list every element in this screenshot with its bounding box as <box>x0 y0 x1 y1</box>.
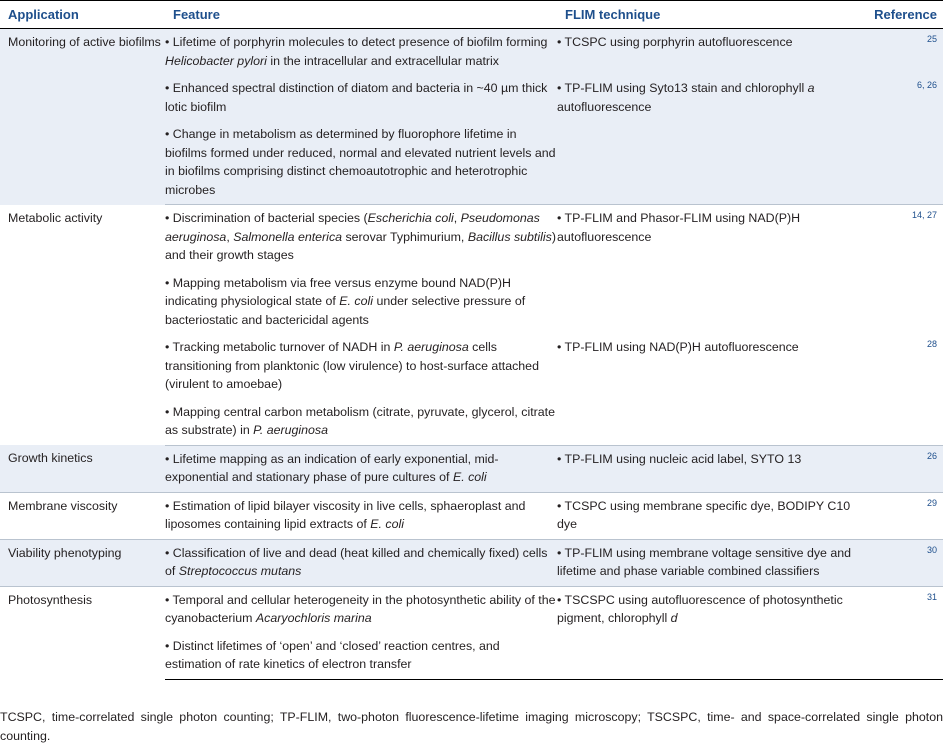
feature-item: • Estimation of lipid bilayer viscosity in live cells, sphaeroplast and liposomes containing lipid extracts of E. coli <box>165 498 526 531</box>
feature-cell <box>165 29 557 76</box>
reference-number: 6, 26 <box>916 80 937 90</box>
reference-number: 31 <box>926 591 937 602</box>
feature-cell <box>165 445 557 492</box>
reference-number: 14, 27 <box>911 210 937 220</box>
technique-cell <box>557 539 860 586</box>
header-application: Application <box>0 1 165 29</box>
reference-cell <box>860 75 943 121</box>
feature-cell <box>165 121 557 205</box>
feature-item: • Mapping metabolism via free versus enzyme bound NAD(P)H indicating physiological state of E. coli under selective pressure of bacteriostatic and bactericidal agents <box>165 275 526 327</box>
feature-cell <box>165 586 557 633</box>
feature-item: • Temporal and cellular heterogeneity in the photosynthetic ability of the cyanobacterium Acaryochloris marina <box>165 592 556 625</box>
technique-cell <box>557 75 860 121</box>
reference-number: 30 <box>926 544 937 555</box>
technique-cell <box>557 121 860 205</box>
table-row <box>0 539 943 586</box>
application-cell: Viability phenotyping <box>0 539 165 586</box>
feature-item: • Distinct lifetimes of ‘open’ and ‘closed’ reaction centres, and estimation of rate kinetics of electron transfer <box>165 638 500 671</box>
table-row <box>0 586 943 633</box>
table-row <box>0 492 943 539</box>
feature-item: • Classification of live and dead (heat killed and chemically fixed) cells of Streptococcus mutans <box>165 545 548 578</box>
application-cell: Photosynthesis <box>8 592 93 607</box>
table-footnote: TCSPC, time-correlated single photon counting; TP-FLIM, two-photon fluorescence-lifetime imaging microscopy; TSCSPC, time- and space-correlated single photon counting. <box>0 710 943 743</box>
technique-item: • TP-FLIM and Phasor-FLIM using NAD(P)H autofluorescence <box>557 211 801 244</box>
application-cell: Membrane viscosity <box>0 492 165 539</box>
reference-cell <box>860 445 943 492</box>
reference-cell <box>860 492 943 539</box>
header-feature: Feature <box>165 1 557 29</box>
table-row <box>0 29 943 76</box>
application-cell: Monitoring of active biofilms <box>0 29 165 205</box>
feature-cell <box>165 492 557 539</box>
header-reference: Reference <box>860 1 943 29</box>
reference-cell <box>860 586 943 633</box>
application-cell: Growth kinetics <box>0 445 165 492</box>
feature-item: • Change in metabolism as determined by fluorophore lifetime in biofilms formed under reduced, normal and elevated nutrient levels and in biofilms comprising distinct chemoautotrophic and heterotrophic microbes <box>165 127 556 197</box>
reference-cell <box>860 29 943 76</box>
reference-number: 28 <box>926 339 937 349</box>
technique-cell <box>557 205 860 270</box>
reference-cell <box>860 633 943 680</box>
feature-cell <box>165 205 557 270</box>
reference-cell <box>860 205 943 270</box>
reference-number: 26 <box>926 450 937 461</box>
application-cell: Metabolic activity <box>8 210 103 225</box>
feature-cell <box>165 334 557 399</box>
technique-cell <box>557 445 860 492</box>
feature-item: • Lifetime mapping as an indication of early exponential, mid-exponential and stationary phase of pure cultures of E. coli <box>165 451 499 484</box>
technique-item: • TCSPC using membrane specific dye, BODIPY C10 dye <box>557 498 851 531</box>
feature-item: • Enhanced spectral distinction of diatom and bacteria in ~40 µm thick lotic biofilm <box>165 81 548 114</box>
technique-item: • TP-FLIM using membrane voltage sensitive dye and lifetime and phase variable combined classifiers <box>557 545 852 578</box>
technique-cell <box>557 270 860 335</box>
reference-cell <box>860 334 943 399</box>
feature-item: • Lifetime of porphyrin molecules to detect presence of biofilm forming Helicobacter pylori in the intracellular and extracellular matrix <box>165 35 548 68</box>
header-technique: FLIM technique <box>557 1 860 29</box>
technique-item: • TCSPC using porphyrin autofluorescence <box>557 35 793 49</box>
reference-number: 29 <box>926 497 937 508</box>
feature-item: • Tracking metabolic turnover of NADH in P. aeruginosa cells transitioning from planktonic (low virulence) to host-surface attached (virulent to amoebae) <box>165 340 539 391</box>
technique-cell <box>557 633 860 680</box>
technique-cell <box>557 399 860 446</box>
table-row <box>0 445 943 492</box>
feature-cell <box>165 633 557 680</box>
technique-cell <box>557 29 860 76</box>
technique-item: • TP-FLIM using Syto13 stain and chlorophyll a autofluorescence <box>557 81 815 114</box>
reference-cell <box>860 270 943 335</box>
table-body <box>0 29 943 680</box>
reference-number: 25 <box>926 34 937 44</box>
feature-cell <box>165 539 557 586</box>
reference-cell <box>860 539 943 586</box>
technique-item: • TSCSPC using autofluorescence of photosynthetic pigment, chlorophyll d <box>557 592 843 625</box>
feature-item: • Mapping central carbon metabolism (citrate, pyruvate, glycerol, citrate as substrate) in P. aeruginosa <box>165 404 555 437</box>
technique-cell <box>557 492 860 539</box>
reference-cell <box>860 399 943 446</box>
reference-cell <box>860 121 943 205</box>
feature-cell <box>165 270 557 335</box>
technique-cell <box>557 586 860 633</box>
feature-cell <box>165 399 557 446</box>
technique-item: • TP-FLIM using NAD(P)H autofluorescence <box>557 340 799 354</box>
feature-cell <box>165 75 557 121</box>
table-row <box>0 205 943 270</box>
technique-cell <box>557 334 860 399</box>
technique-item: • TP-FLIM using nucleic acid label, SYTO 13 <box>557 451 802 466</box>
feature-item: • Discrimination of bacterial species (Escherichia coli, Pseudomonas aeruginosa, Salmonella enterica serovar Typhimurium, Bacillus subtilis) and their growth stages <box>165 211 556 262</box>
header-row <box>0 1 943 29</box>
